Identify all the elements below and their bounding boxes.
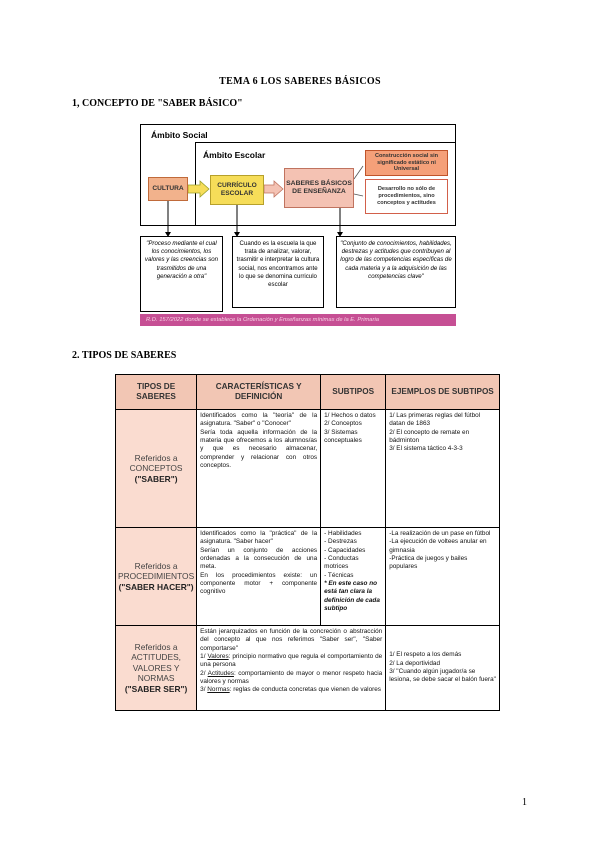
example-item: 2/ El concepto de remate en bádminton [389,428,470,444]
table-row [116,528,500,626]
document-title: TEMA 6 LOS SABERES BÁSICOS [219,76,381,87]
quote-cultura: "Proceso mediante el cual los conocimientos, los valores y las creencias son trasmitidos de una generación a otra" [140,236,223,312]
examples-cell [386,528,500,626]
ambito-social-label: Ámbito Social [151,130,208,140]
arrow-cultura-curriculo [188,181,209,197]
legal-reference-bar: R.D. 157/2022 donde se establece la Ordenación y Enseñanzas mínimas de la E. Primaria [140,314,456,326]
construccion-social-node: Construcción social sin significado estático ni Universal [365,150,448,176]
subtype-item: 1/ Hechos o datos [324,412,376,419]
arrow-curriculo-saberes [264,181,283,197]
subtype-item: 3/ Sistemas conceptuales [324,428,362,444]
section-heading-concepto: 1, CONCEPTO DE "SABER BÁSICO" [72,98,243,109]
definition-cell [197,528,321,626]
example-item: 1/ Las primeras reglas del fútbol datan de 1863 [389,412,481,428]
header-caracteristicas: CARACTERÍSTICAS Y DEFINICIÓN [197,375,321,410]
ambito-escolar-label: Ámbito Escolar [203,150,266,160]
desarrollo-node: Desarrollo no sólo de procedimientos, sino conceptos y actitudes [365,179,448,214]
definition-text: En los procedimientos existe: un componente motor + componente cognitivo [200,571,318,596]
subtype-item: - Capacidades [324,546,366,554]
definition-text: Identificados como la "práctica" de la asignatura. "Saber hacer" [200,530,318,546]
type-cell [116,410,197,528]
type-label: Referidos a ACTITUDES, VALORES Y NORMAS [131,641,181,684]
definition-text: Están jerarquizados en función de la concreción o abstracción del concepto al que nos referimos "Saber ser", "Saber comportarse" [200,628,383,652]
normas-definition: 3/ Normas: reglas de conducta concretas que vienen de valores [200,686,381,694]
curriculo-node: CURRÍCULO ESCOLAR [210,175,264,205]
example-item: 2/ La deportividad [389,659,441,667]
definition-cell [197,626,386,711]
subtype-item: - Destrezas [324,538,357,546]
page-number: 1 [522,797,527,808]
actitudes-definition: 2/ Actitudes: comportamiento de mayor o menor respeto hacia valores y normas [200,669,383,685]
actitudes-label: Actitudes [207,669,234,677]
table-row [116,410,500,528]
definition-text: Identificados como la "teoría" de la asignatura. "Saber" o "Conocer" [200,412,318,428]
arrow-to-desarrollo [354,194,363,196]
type-label: Referidos a PROCEDIMIENTOS [118,560,195,582]
section-heading-tipos: 2. TIPOS DE SABERES [72,350,177,361]
example-item: 3/ "Cuando algún jugador/a se lesiona, se debe sacar el balón fuera" [389,668,496,684]
examples-cell [386,626,500,711]
saber-basico-diagram [140,124,458,329]
type-cell [116,528,197,626]
header-ejemplos: EJEMPLOS DE SUBTIPOS [386,375,500,410]
valores-label: Valores [207,652,229,660]
cultura-node: CULTURA [148,177,188,201]
saberes-basicos-node: SABERES BÁSICOS DE ENSEÑANZA [284,168,354,208]
subtypes-cell [321,410,386,528]
examples-cell [386,410,500,528]
valores-definition: 1/ Valores: principio normativo que regula el comportamiento de una persona [200,652,383,669]
definition-text: Sería toda aquella información de la materia que ofrecemos a los alumnos/as y que es necesario almacenar, comprender y relacionar con otros conceptos. [200,428,318,469]
subtypes-note: * En este caso no está tan clara la definición de cada subtipo [324,579,380,612]
actitudes-text: : comportamiento de mayor o menor respeto hacia valores y normas [200,669,383,685]
normas-label: Normas [207,686,230,694]
type-short: ("SABER") [134,473,178,484]
example-item: -La ejecución de voltees anular en gimnasia [389,538,487,554]
quote-saberes: "Conjunto de conocimientos, habilidades, destrezas y actitudes que contribuyen al logro de las competencias específicas de cada materia y a la adquisición de las competencias clave" [336,236,456,308]
example-item: 1/ El respeto a los demás [389,651,462,659]
example-item: -La realización de un pase en fútbol [389,530,491,537]
type-short: ("SABER SER") [124,683,188,694]
normas-text: : reglas de conducta concretas que vienen de valores [229,686,381,694]
subtype-item: - Habilidades [324,530,362,537]
type-short: ("SABER HACER") [118,581,194,592]
quote-curriculo: Cuando es la escuela la que trata de analizar, valorar, trasmitir e interpretar la cultura social, nos encontramos ante lo que se denomina curriculo escolar [232,236,324,308]
valores-text: : principio normativo que regula el comportamiento de una persona [200,652,383,669]
tipos-saberes-table [115,374,500,711]
example-item: 3/ El sistema táctico 4-3-3 [389,445,463,453]
subtype-item: 2/ Conceptos [324,420,362,428]
definition-cell [197,410,321,528]
table-header-row [116,375,500,410]
example-item: -Práctica de juegos y bailes populares [389,554,468,571]
subtype-item: - Conductas motrices [324,554,359,571]
subtype-item: - Técnicas [324,571,354,579]
subtypes-cell [321,528,386,626]
table-row [116,626,500,711]
type-label: Referidos a CONCEPTOS [129,452,183,474]
arrow-to-construccion [354,166,363,179]
type-cell [116,626,197,711]
definition-text: Serían un conjunto de acciones ordenadas a la consecución de una meta. [200,546,318,571]
header-subtipos: SUBTIPOS [321,375,386,410]
header-tipos: TIPOS DE SABERES [116,375,197,410]
